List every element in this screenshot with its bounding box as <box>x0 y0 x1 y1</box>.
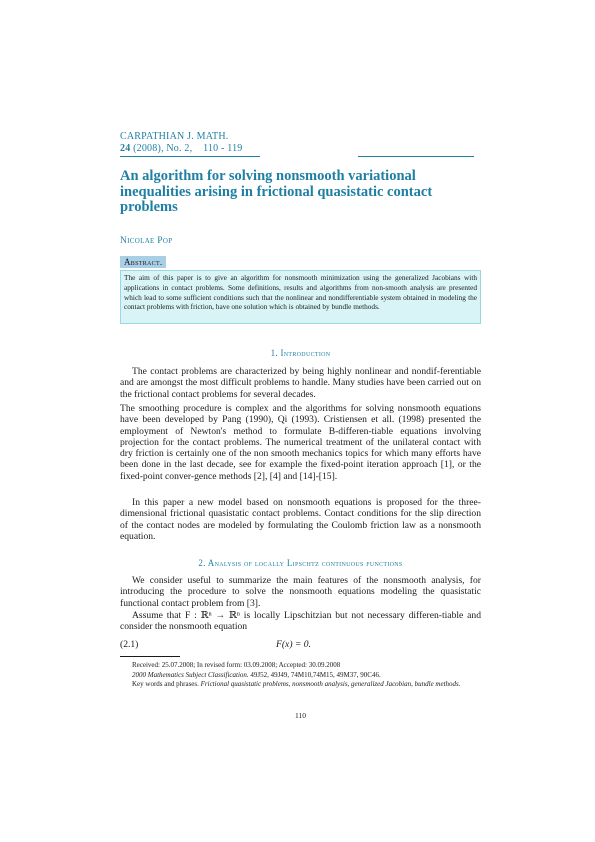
kw-text: Frictional quasistatic problems, nonsmooth analysis, generalized Jacobian, bundle methods. <box>198 680 461 689</box>
received-dates: Received: 25.07.2008; In revised form: 03.09.2008; Accepted: 30.09.2008 <box>132 661 341 669</box>
paragraph-text: Assume that F : ℝⁿ → ℝⁿ is locally Lipschitzian but not necessary differen-tiable and consider the nonsmooth equation <box>120 610 481 633</box>
abstract-text: The aim of this paper is to give an algorithm for nonsmooth minimization using the generalized Jacobians with applications in contact problems. Some definitions, results and algorithms from non-smooth analysis are presented which lead to some sufficient conditions such that the nonlinear and nondifferentiable system obtained in modeling the contact problems with friction, have one solution which is obtained by bundle methods. <box>124 273 477 312</box>
kw-label: Key words and phrases. <box>132 680 199 689</box>
section-heading-analysis: 2. Analysis of locally Lipschtz continuous functions <box>198 558 403 568</box>
keywords <box>120 680 481 690</box>
paragraph-text: The contact problems are characterized by being highly nonlinear and nondif-ferentiable and are amongst the most difficult problems to handle. Many studies have been carried out on the frictional contact problems for several decades. <box>120 366 481 400</box>
header-rule-right <box>358 156 474 157</box>
journal-name: CARPATHIAN J. MATH. <box>120 131 229 142</box>
msc-classification <box>120 671 481 681</box>
paragraph-text: The smoothing procedure is complex and the algorithms for solving nonsmooth equations have been developed by Pang (1990), Qi (1993). Cristiensen et all. (1998) presented the employment of Newton's method to formulate B-differen-tiable equations involving projection for the contact problems. The numerical treatment of the unilateral contact with dry friction is certainly one of the non smooth mechanics topics for which many efforts have been done in the last decade, see for example the fixed-point iteration approach [1], or the fixed-point conver-gence methods [2], [4] and [14]-[15]. <box>120 403 481 482</box>
section-heading-introduction: 1. Introduction <box>270 348 331 358</box>
abstract-label: Abstract. <box>120 256 166 268</box>
page-number: 110 <box>295 711 306 720</box>
abstract-box <box>120 270 481 324</box>
paper-title: An algorithm for solving nonsmooth variational inequalities arising in frictional quasistatic contact problems <box>120 168 433 215</box>
page-range: 110 - 119 <box>203 143 243 154</box>
issue-info: (2008), No. 2, <box>133 143 193 154</box>
paragraph <box>120 366 481 400</box>
msc-label: 2000 Mathematics Subject Classification. <box>132 670 249 679</box>
journal-header <box>120 131 243 155</box>
journal-volume-line <box>120 143 243 155</box>
author-name: Nicolae Pop <box>120 236 173 246</box>
footnotes <box>120 661 481 690</box>
paragraph <box>120 497 481 542</box>
footnote-rule <box>120 656 180 657</box>
msc-codes: 49J52, 49J49, 74M10,74M15, 49M37, 90C46. <box>248 670 381 679</box>
paragraph-text: We consider useful to summarize the main features of the nonsmooth analysis, for introducing the procedure to solve the nonsmooth equations modeling the quasistatic functional contact problem from [3]. <box>120 575 481 609</box>
equation-number: (2.1) <box>120 639 139 650</box>
paragraph <box>120 575 481 609</box>
equation: F(x) = 0. <box>276 639 311 650</box>
paragraph <box>120 610 481 633</box>
header-rule-left <box>120 156 260 157</box>
paragraph <box>120 403 481 482</box>
volume-number: 24 <box>120 143 131 154</box>
paragraph-text: In this paper a new model based on nonsmooth equations is proposed for the three-dimensional frictional quasistatic contact problems. Contact conditions for the slip direction of the contact nodes are modeled by formulating the Coulomb friction law as a nonsmooth equation. <box>120 497 481 542</box>
